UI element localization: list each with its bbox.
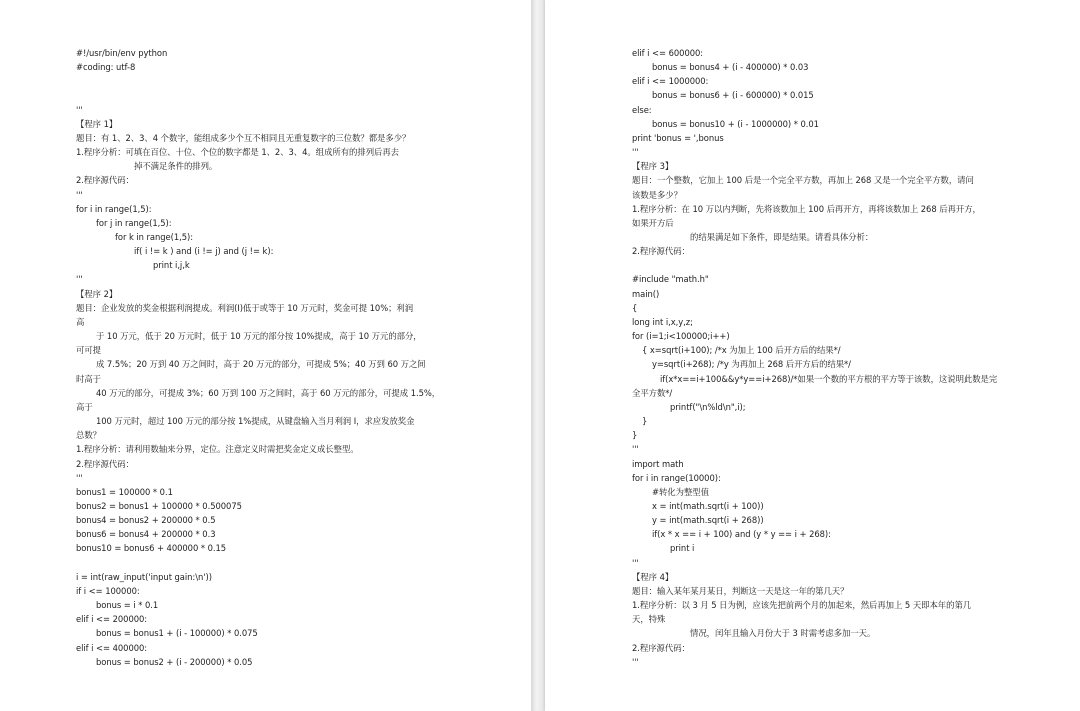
text-line: if(x*x==i+100&&y*y==i+268)/*如果一个数的平方根的平方等于该数，这说明此数是完 [660,373,998,384]
text-line: 1.程序分析：在 10 万以内判断，先将该数加上 100 后再开方，再将该数加上 268 后再开方， [632,203,981,214]
text-line: 题目：一个整数，它加上 100 后是一个完全平方数，再加上 268 又是一个完全平方数，请问 [632,175,974,186]
text-line: #include "math.h" [632,274,709,285]
text-line: x = int(math.sqrt(i + 100)) [652,500,764,511]
text-line: 高 [76,316,85,327]
text-line: 100 万元时，超过 100 万元的部分按 1%提成，从键盘输入当月利润 I，求应发放奖金 [96,416,415,427]
text-line: else: [632,104,652,115]
text-line: 高于 [76,401,93,412]
text-line [76,74,471,88]
text-line: ''' [632,557,639,568]
text-line [76,88,471,102]
text-line: 1.程序分析：可填在百位、十位、个位的数字都是 1、2、3、4。组成所有的排列后再去 [76,147,399,158]
text-line: 2.程序源代码： [632,642,690,653]
page-gutter [531,0,545,711]
text-line: elif i <= 400000: [76,642,148,653]
text-line: #!/usr/bin/env python [76,48,168,58]
text-line: y = int(math.sqrt(i + 268)) [652,515,764,526]
text-line: 【程序 3】 [632,161,674,172]
text-line: ''' [632,444,639,455]
text-line: if( i != k ) and (i != j) and (j != k): [134,246,274,257]
document-page-left [0,0,531,711]
text-line: for (i=1;i<100000;i++) [632,331,730,342]
document-page-right [545,0,1080,711]
text-line: ''' [76,189,83,200]
text-line: 如果开方后 [632,217,674,228]
text-line: bonus10 = bonus6 + 400000 * 0.15 [76,543,227,554]
text-line: print i,j,k [153,260,190,271]
text-line: for k in range(1,5): [115,232,194,242]
text-line: ''' [76,274,83,285]
text-line: elif i <= 200000: [76,614,148,625]
text-line: import math [632,458,684,469]
text-line: bonus = bonus4 + (i - 400000) * 0.03 [652,62,809,73]
text-line: { x=sqrt(i+100); /*x 为加上 100 后开方后的结果*/ [642,345,841,356]
text-line: 1.程序分析：请利用数轴来分界，定位。注意定义时需把奖金定义成长整型。 [76,444,359,455]
text-line: 全平方数*/ [632,387,673,398]
text-line: y=sqrt(i+268); /*y 为再加上 268 后开方后的结果*/ [652,359,851,370]
text-line [76,556,471,570]
text-line: 可可提 [76,345,101,356]
text-line: bonus = bonus1 + (i - 100000) * 0.075 [96,628,258,639]
text-line: long int i,x,y,z; [632,316,693,327]
text-line: 2.程序源代码： [76,458,134,469]
text-line: ''' [76,104,83,115]
text-line: bonus = bonus6 + (i - 600000) * 0.015 [652,90,814,101]
text-line: if(x * x == i + 100) and (y * y == i + 268): [652,529,831,540]
page-text-column [76,46,471,669]
text-line: 2.程序源代码： [76,175,134,186]
text-line: ''' [632,656,639,667]
text-line: bonus = bonus2 + (i - 200000) * 0.05 [96,656,253,667]
text-line: bonus = i * 0.1 [96,600,159,611]
page-text-column [632,46,1027,669]
text-line: 成 7.5%；20 万到 40 万之间时，高于 20 万元的部分，可提成 5%；40 万到 60 万之间 [96,359,426,370]
text-line: bonus1 = 100000 * 0.1 [76,486,173,497]
text-line: printf("\n%ld\n",i); [670,401,746,412]
text-line: ''' [632,147,639,158]
text-line: { [632,302,638,313]
text-line: print i [670,543,695,554]
text-line: print 'bonus = ',bonus [632,132,724,143]
text-line [632,258,1027,272]
text-line: for j in range(1,5): [96,217,172,228]
text-line: 40 万元的部分，可提成 3%；60 万到 100 万之间时，高于 60 万元的部分，可提成 1.5%， [96,387,441,398]
text-line: 2.程序源代码： [632,246,690,257]
text-line: 情况，闰年且输入月份大于 3 时需考虑多加一天。 [690,628,876,639]
text-line: elif i <= 600000: [632,48,704,58]
text-line: bonus4 = bonus2 + 200000 * 0.5 [76,515,216,526]
text-line: 掉不满足条件的排列。 [134,161,218,172]
text-line: for i in range(10000): [632,472,721,483]
text-line: #转化为整型值 [652,486,709,497]
text-line: if i <= 100000: [76,585,140,596]
text-line: 【程序 1】 [76,118,118,129]
text-line: 时高于 [76,373,101,384]
text-line: 题目：企业发放的奖金根据利润提成。利润(I)低于或等于 10 万元时，奖金可提 10%；利润 [76,302,414,313]
text-line: 天，特殊 [632,614,666,625]
text-line: 【程序 4】 [632,571,674,582]
text-line: 的结果满足如下条件，即是结果。请看具体分析： [690,232,874,243]
text-line: 于 10 万元，低于 20 万元时，低于 10 万元的部分按 10%提成，高于 10 万元的部分， [96,331,422,342]
text-line: 该数是多少？ [632,189,682,200]
text-line: bonus2 = bonus1 + 100000 * 0.500075 [76,500,242,511]
text-line: } [642,416,648,427]
text-line: 题目：输入某年某月某日，判断这一天是这一年的第几天？ [632,585,849,596]
text-line: 【程序 2】 [76,288,118,299]
text-line: for i in range(1,5): [76,203,152,214]
text-line: #coding: utf-8 [76,62,136,73]
text-line: 1.程序分析：以 3 月 5 日为例，应该先把前两个月的加起来，然后再加上 5 天即本年的第几 [632,600,972,611]
text-line: 题目：有 1、2、3、4 个数字，能组成多少个互不相同且无重复数字的三位数？都是多少？ [76,132,411,143]
text-line: elif i <= 1000000: [632,76,709,87]
text-line: } [632,430,638,441]
text-line: i = int(raw_input('input gain:\n')) [76,571,212,582]
text-line: ''' [76,472,83,483]
text-line: bonus6 = bonus4 + 200000 * 0.3 [76,529,216,540]
text-line: main() [632,288,660,299]
text-line: bonus = bonus10 + (i - 1000000) * 0.01 [652,118,819,129]
text-line: 总数？ [76,430,101,441]
